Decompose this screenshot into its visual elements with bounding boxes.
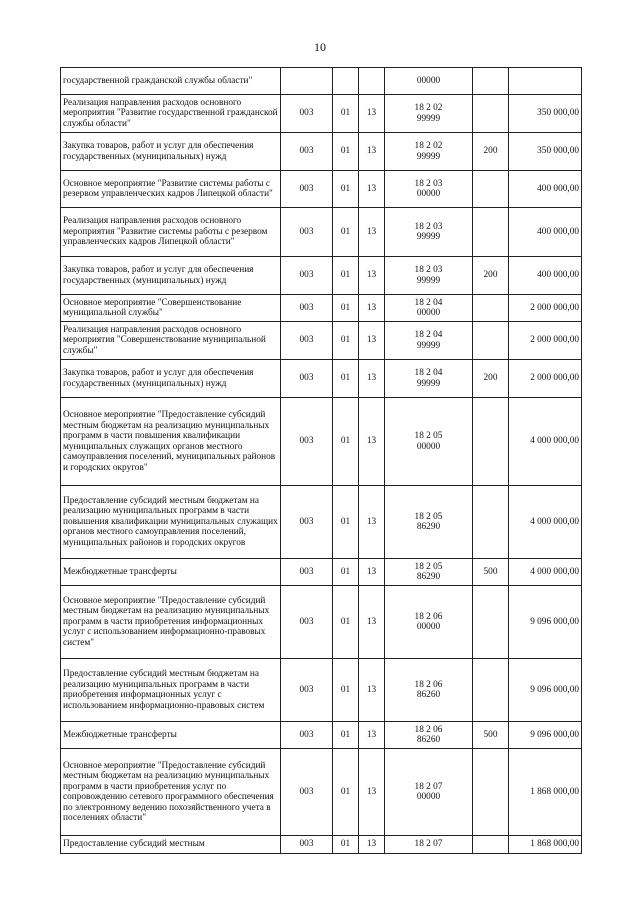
row-sum: 9 096 000,00	[509, 586, 582, 659]
row-ministry: 003	[281, 208, 333, 257]
row-sum: 2 000 000,00	[509, 295, 582, 322]
row-expense-type	[473, 836, 509, 854]
row-subsection: 13	[359, 95, 385, 133]
table-row	[61, 398, 582, 486]
table-row	[61, 559, 582, 586]
row-name: Предоставление субсидий местным бюджетам на реализацию муниципальных программ в части повышения квалификации муниципальных служащих органов местного самоуправления поселений, муниципальных районов и городских округов	[61, 486, 281, 559]
row-ministry: 003	[281, 486, 333, 559]
row-ministry: 003	[281, 295, 333, 322]
row-section: 01	[333, 208, 359, 257]
row-section: 01	[333, 486, 359, 559]
row-section: 01	[333, 586, 359, 659]
row-section: 01	[333, 322, 359, 360]
row-target-article: 18 2 07	[385, 836, 473, 854]
row-subsection: 13	[359, 559, 385, 586]
row-sum: 4 000 000,00	[509, 398, 582, 486]
row-ministry: 003	[281, 749, 333, 836]
row-section: 01	[333, 398, 359, 486]
row-ministry: 003	[281, 586, 333, 659]
table-row	[61, 322, 582, 360]
row-subsection: 13	[359, 322, 385, 360]
table-row	[61, 295, 582, 322]
row-name: Основное мероприятие "Развитие системы работы с резервом управленческих кадров Липецкой области"	[61, 171, 281, 208]
row-subsection: 13	[359, 360, 385, 398]
table-row	[61, 836, 582, 854]
row-name: Реализация направления расходов основного мероприятия "Развитие системы работы с резервом управленческих кадров Липецкой области"	[61, 208, 281, 257]
row-ministry: 003	[281, 257, 333, 295]
table-row	[61, 722, 582, 749]
row-target-article: 18 2 05 86290	[385, 486, 473, 559]
table-row	[61, 208, 582, 257]
row-expense-type	[473, 208, 509, 257]
row-name: Реализация направления расходов основного мероприятия "Совершенствование муниципальной службы"	[61, 322, 281, 360]
row-subsection: 13	[359, 586, 385, 659]
budget-table-body	[61, 68, 582, 854]
row-subsection: 13	[359, 722, 385, 749]
row-subsection: 13	[359, 659, 385, 722]
row-expense-type	[473, 398, 509, 486]
row-target-article: 18 2 05 86290	[385, 559, 473, 586]
row-subsection: 13	[359, 171, 385, 208]
row-subsection: 13	[359, 486, 385, 559]
table-row	[61, 586, 582, 659]
page-number: 10	[314, 40, 326, 54]
row-name: Межбюджетные трансферты	[61, 722, 281, 749]
row-ministry: 003	[281, 559, 333, 586]
row-name: Межбюджетные трансферты	[61, 559, 281, 586]
table-row	[61, 68, 582, 95]
row-sum: 9 096 000,00	[509, 659, 582, 722]
row-target-article: 18 2 03 99999	[385, 208, 473, 257]
row-section: 01	[333, 749, 359, 836]
row-name: Основное мероприятие "Предоставление субсидий местным бюджетам на реализацию муниципальных программ в части повышения квалификации муниципальных служащих органов местного самоуправления поселений, муниципальных районов и городских округов"	[61, 398, 281, 486]
row-sum	[509, 68, 582, 95]
table-row	[61, 486, 582, 559]
table-row	[61, 171, 582, 208]
table-row	[61, 659, 582, 722]
row-expense-type	[473, 486, 509, 559]
row-target-article: 18 2 06 86260	[385, 722, 473, 749]
row-expense-type	[473, 322, 509, 360]
row-expense-type: 200	[473, 133, 509, 171]
row-name: Закупка товаров, работ и услуг для обеспечения государственных (муниципальных) нужд	[61, 133, 281, 171]
row-target-article: 18 2 02 99999	[385, 133, 473, 171]
row-section: 01	[333, 659, 359, 722]
row-ministry	[281, 68, 333, 95]
row-sum: 1 868 000,00	[509, 749, 582, 836]
row-ministry: 003	[281, 398, 333, 486]
row-sum: 400 000,00	[509, 171, 582, 208]
row-target-article: 18 2 06 86260	[385, 659, 473, 722]
row-expense-type	[473, 171, 509, 208]
row-subsection: 13	[359, 208, 385, 257]
row-name: Предоставление субсидий местным	[61, 836, 281, 854]
row-name: Закупка товаров, работ и услуг для обеспечения государственных (муниципальных) нужд	[61, 257, 281, 295]
row-ministry: 003	[281, 360, 333, 398]
table-row	[61, 257, 582, 295]
row-target-article: 18 2 04 99999	[385, 360, 473, 398]
row-sum: 4 000 000,00	[509, 486, 582, 559]
row-target-article: 18 2 07 00000	[385, 749, 473, 836]
row-expense-type	[473, 95, 509, 133]
budget-table	[60, 67, 582, 854]
row-sum: 1 868 000,00	[509, 836, 582, 854]
table-row	[61, 360, 582, 398]
row-ministry: 003	[281, 322, 333, 360]
row-section	[333, 68, 359, 95]
row-subsection: 13	[359, 749, 385, 836]
row-expense-type	[473, 749, 509, 836]
row-expense-type: 500	[473, 722, 509, 749]
row-expense-type: 200	[473, 360, 509, 398]
row-name: Реализация направления расходов основного мероприятия "Развитие государственной гражданской службы области"	[61, 95, 281, 133]
row-ministry: 003	[281, 95, 333, 133]
row-target-article: 18 2 03 00000	[385, 171, 473, 208]
row-name: Основное мероприятие "Совершенствование муниципальной службы"	[61, 295, 281, 322]
row-sum: 350 000,00	[509, 95, 582, 133]
row-section: 01	[333, 133, 359, 171]
row-subsection: 13	[359, 257, 385, 295]
row-target-article: 18 2 06 00000	[385, 586, 473, 659]
row-sum: 400 000,00	[509, 257, 582, 295]
row-expense-type	[473, 295, 509, 322]
table-row	[61, 95, 582, 133]
row-target-article: 18 2 05 00000	[385, 398, 473, 486]
row-target-article: 18 2 04 99999	[385, 322, 473, 360]
row-name: Закупка товаров, работ и услуг для обеспечения государственных (муниципальных) нужд	[61, 360, 281, 398]
row-target-article: 18 2 02 99999	[385, 95, 473, 133]
row-ministry: 003	[281, 171, 333, 208]
row-subsection: 13	[359, 836, 385, 854]
row-ministry: 003	[281, 133, 333, 171]
row-section: 01	[333, 559, 359, 586]
row-sum: 4 000 000,00	[509, 559, 582, 586]
row-subsection: 13	[359, 133, 385, 171]
row-section: 01	[333, 836, 359, 854]
row-section: 01	[333, 722, 359, 749]
row-sum: 9 096 000,00	[509, 722, 582, 749]
row-section: 01	[333, 257, 359, 295]
row-target-article: 18 2 04 00000	[385, 295, 473, 322]
row-target-article: 18 2 03 99999	[385, 257, 473, 295]
table-row	[61, 749, 582, 836]
row-section: 01	[333, 95, 359, 133]
row-expense-type	[473, 659, 509, 722]
row-subsection: 13	[359, 398, 385, 486]
row-subsection: 13	[359, 295, 385, 322]
row-section: 01	[333, 360, 359, 398]
row-expense-type: 200	[473, 257, 509, 295]
row-ministry: 003	[281, 836, 333, 854]
row-section: 01	[333, 171, 359, 208]
row-section: 01	[333, 295, 359, 322]
row-sum: 2 000 000,00	[509, 322, 582, 360]
row-sum: 350 000,00	[509, 133, 582, 171]
row-target-article: 00000	[385, 68, 473, 95]
row-expense-type	[473, 586, 509, 659]
row-subsection	[359, 68, 385, 95]
row-name: Основное мероприятие "Предоставление субсидий местным бюджетам на реализацию муниципальных программ в части приобретения услуг по сопровождению сетевого программного обеспечения по электронному ведению похозяйственного учета в поселениях области"	[61, 749, 281, 836]
row-ministry: 003	[281, 722, 333, 749]
table-row	[61, 133, 582, 171]
row-expense-type	[473, 68, 509, 95]
row-sum: 400 000,00	[509, 208, 582, 257]
row-name: Основное мероприятие "Предоставление субсидий местным бюджетам на реализацию муниципальных программ в части приобретения информационных услуг с использованием информационно-правовых систем"	[61, 586, 281, 659]
row-expense-type: 500	[473, 559, 509, 586]
row-ministry: 003	[281, 659, 333, 722]
row-sum: 2 000 000,00	[509, 360, 582, 398]
row-name: государственной гражданской службы области"	[61, 68, 281, 95]
row-name: Предоставление субсидий местным бюджетам на реализацию муниципальных программ в части приобретения информационных услуг с использованием информационно-правовых систем	[61, 659, 281, 722]
